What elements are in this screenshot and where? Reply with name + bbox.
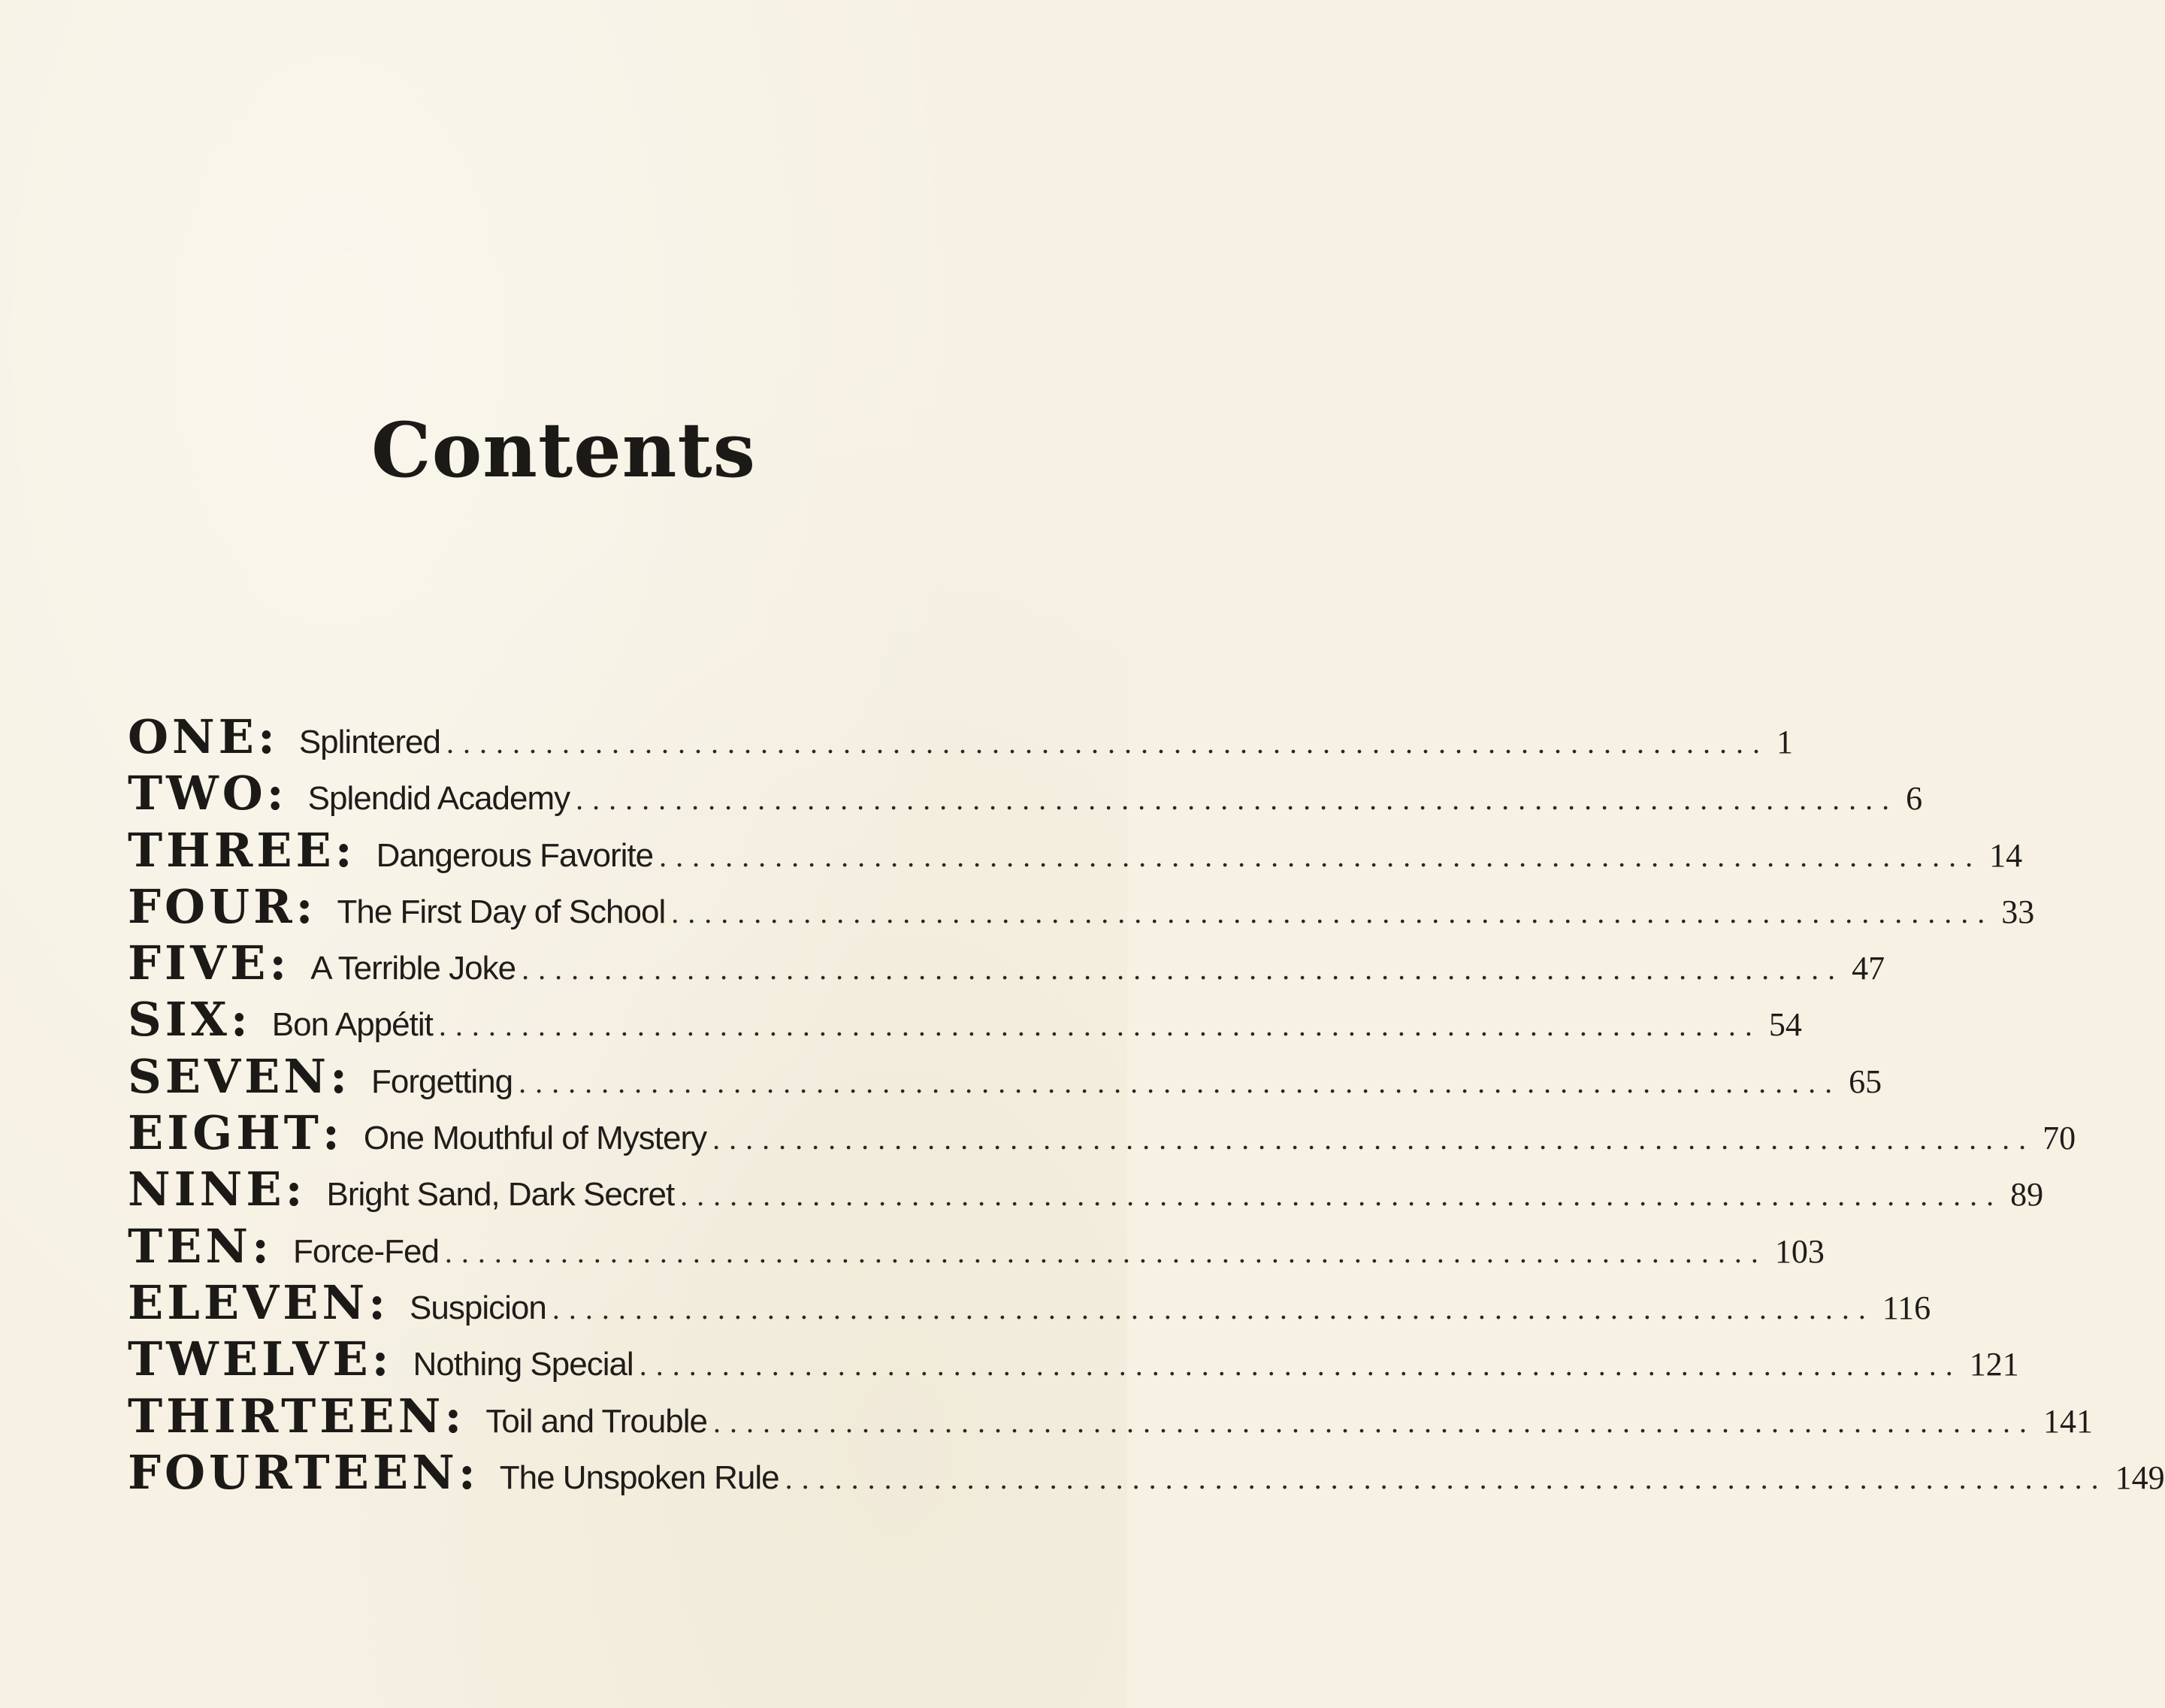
toc-entry (128, 709, 1793, 766)
chapter-page-number: 70 (2043, 1120, 2076, 1157)
chapter-colon: : (458, 1444, 476, 1500)
chapter-title: Forgetting (370, 1063, 513, 1100)
dot-leader: ................................................................................ (713, 1404, 2036, 1439)
dot-leader: ................................................................................ (659, 839, 1982, 873)
toc-entry (128, 1332, 2019, 1388)
chapter-title: Splendid Academy (307, 780, 570, 818)
page-title: Contents (370, 406, 756, 494)
chapter-page-number: 1 (1776, 724, 1793, 760)
chapter-title: Suspicion (410, 1289, 546, 1326)
chapter-title: Dangerous Favorite (376, 836, 654, 874)
chapter-title: Nothing Special (413, 1346, 633, 1383)
dot-leader: ................................................................................ (639, 1348, 1962, 1383)
chapter-number: TWO (128, 766, 267, 821)
dot-leader: ................................................................................ (671, 895, 1994, 930)
chapter-number: FIVE (128, 936, 270, 991)
chapter-number: FOURTEEN (128, 1444, 458, 1500)
chapter-page-number: 116 (1882, 1289, 1931, 1326)
toc-entry (128, 1274, 1931, 1332)
chapter-page-number: 33 (2001, 893, 2035, 930)
chapter-colon: : (334, 822, 352, 878)
dot-leader: ................................................................................ (552, 1291, 1875, 1326)
chapter-number: THREE (128, 822, 335, 878)
chapter-colon: : (266, 766, 284, 821)
chapter-title: The First Day of School (337, 893, 666, 930)
chapter-number: SIX (128, 992, 231, 1047)
chapter-number: EIGHT (128, 1105, 322, 1161)
chapter-page-number: 65 (1849, 1063, 1882, 1100)
chapter-title: Force-Fed (292, 1232, 439, 1270)
toc-entry (128, 1162, 2044, 1218)
toc-entry (128, 1218, 1825, 1275)
chapter-title: Bright Sand, Dark Secret (326, 1176, 675, 1214)
dot-leader: ................................................................................ (680, 1178, 2003, 1213)
chapter-colon: : (295, 878, 313, 934)
toc-entry (128, 878, 2035, 936)
chapter-page-number: 89 (2010, 1176, 2044, 1214)
chapter-page-number: 6 (1906, 780, 1923, 818)
chapter-colon: : (330, 1048, 347, 1104)
chapter-number: THIRTEEN (128, 1388, 445, 1443)
chapter-colon: : (257, 709, 275, 764)
dot-leader: ................................................................................ (446, 726, 1769, 760)
chapter-page-number: 54 (1768, 1006, 1802, 1044)
dot-leader: ................................................................................ (444, 1235, 1767, 1269)
toc-entry (128, 992, 1802, 1048)
chapter-number: TWELVE (128, 1332, 372, 1387)
chapter-title: Splintered (298, 724, 440, 760)
dot-leader: ................................................................................ (522, 952, 1845, 987)
chapter-title: One Mouthful of Mystery (363, 1120, 707, 1157)
chapter-colon: : (230, 992, 248, 1047)
chapter-page-number: 121 (1969, 1346, 2019, 1383)
chapter-title: The Unspoken Rule (499, 1459, 779, 1496)
chapter-colon: : (371, 1332, 389, 1387)
chapter-number: TEN (128, 1218, 252, 1274)
chapter-page-number: 47 (1852, 950, 1885, 987)
toc-entry (128, 822, 2023, 879)
dot-leader: ................................................................................ (438, 1008, 1761, 1043)
chapter-title: Bon Appétit (271, 1006, 433, 1044)
chapter-number: ONE (128, 709, 258, 764)
chapter-page-number: 14 (1989, 836, 2023, 874)
chapter-number: SEVEN (128, 1048, 331, 1104)
table-of-contents (128, 709, 2165, 1501)
chapter-colon: : (322, 1105, 340, 1161)
toc-entry (128, 936, 1885, 992)
toc-entry (128, 1048, 1882, 1105)
chapter-colon: : (269, 936, 287, 991)
toc-entry (128, 1444, 2165, 1501)
toc-entry (128, 766, 1923, 822)
chapter-colon: : (252, 1218, 269, 1274)
chapter-title: Toil and Trouble (485, 1402, 708, 1440)
chapter-colon: : (285, 1162, 303, 1217)
chapter-number: FOUR (128, 878, 296, 934)
dot-leader: ................................................................................ (712, 1122, 2036, 1156)
chapter-colon: : (368, 1274, 386, 1330)
dot-leader: ................................................................................ (785, 1461, 2108, 1495)
dot-leader: ................................................................................ (576, 782, 1899, 817)
chapter-page-number: 141 (2043, 1402, 2094, 1440)
toc-entry (128, 1105, 2076, 1162)
chapter-number: NINE (128, 1162, 286, 1217)
chapter-page-number: 103 (1774, 1232, 1825, 1270)
toc-entry (128, 1388, 2094, 1445)
chapter-number: ELEVEN (128, 1274, 369, 1330)
chapter-title: A Terrible Joke (310, 950, 516, 987)
dot-leader: ................................................................................ (519, 1065, 1842, 1099)
chapter-page-number: 149 (2115, 1459, 2165, 1496)
chapter-colon: : (444, 1388, 462, 1443)
